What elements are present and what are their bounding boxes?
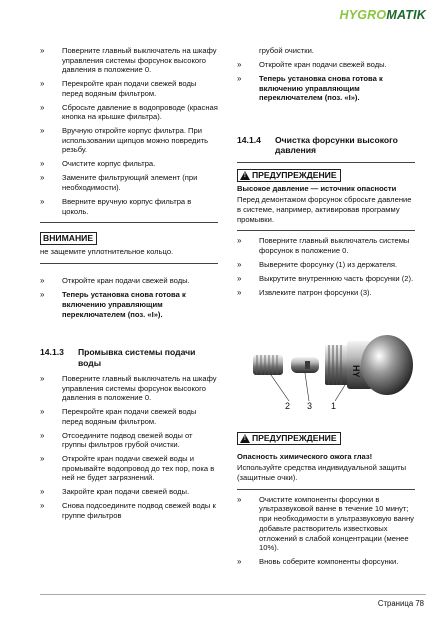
footer-divider (40, 594, 426, 595)
list-item-text: Поверните главный выключатель системы форсунок в положение 0. (259, 236, 410, 256)
right-steps-top (237, 60, 415, 103)
list-item-text: Замените фильтрующий элемент (при необходимости). (62, 173, 198, 193)
logo-part-hygro: HYGRO (339, 8, 387, 22)
bullet-mark: » (40, 79, 45, 89)
list-item (237, 274, 415, 284)
bullet-mark: » (40, 373, 45, 383)
list-item (237, 557, 415, 567)
list-item-text: Откройте кран подачи свежей воды. (259, 59, 387, 69)
left-steps-top (40, 46, 218, 216)
bullet-mark: » (237, 494, 242, 504)
list-item-text: Снова подсоедините подвод свежей воды к группе фильтров (62, 501, 216, 521)
warning-title: Высокое давление — источник опасности (237, 183, 397, 193)
list-item-continuation: грубой очистки. (259, 46, 314, 55)
notice-text: не защемите уплотнительное кольцо. (40, 247, 174, 257)
list-item-text: Очистите корпус фильтра. (62, 159, 156, 169)
notice-badge: ВНИМАНИЕ (40, 232, 97, 245)
list-item (40, 159, 218, 169)
warning-badge: ! ПРЕДУПРЕЖДЕНИЕ (237, 432, 341, 445)
list-item-text: Извлеките патрон форсунки (3). (259, 288, 372, 298)
list-item-text: Закройте кран подачи свежей воды. (62, 487, 190, 497)
bullet-mark: » (237, 259, 242, 269)
bullet-mark: » (40, 159, 45, 169)
nozzle-photo (227, 307, 417, 423)
warning-triangle-icon (240, 171, 250, 180)
list-item-text: Выверните форсунку (1) из держателя. (259, 259, 398, 269)
list-item (237, 74, 415, 103)
bullet-mark: » (40, 487, 45, 497)
list-item-text: Откройте кран подачи свежей воды и промывайте водопровод до тех пор, пока в ней не будет загрязнений. (62, 453, 215, 483)
section-title: Очистка форсунки высокого давления (275, 135, 398, 156)
divider (237, 489, 415, 490)
bullet-mark: » (237, 288, 242, 298)
bullet-mark: » (40, 46, 45, 55)
left-column (40, 46, 218, 525)
list-item (40, 276, 218, 286)
list-item-text: Вручную откройте корпус фильтра. При использовании щипцов можно повредить резьбу. (62, 126, 209, 155)
list-item-text: Сбросьте давление в водопроводе (красная кнопка на крышке фильтра). (62, 102, 218, 122)
list-item-text: Выкрутите внутреннюю часть форсунки (2). (259, 274, 414, 284)
list-item (237, 288, 415, 298)
list-item-text: Вновь соберите компоненты форсунки. (259, 556, 399, 566)
brand-logo (340, 7, 427, 23)
right-steps-mid (237, 236, 415, 298)
section-title: Промывка системы подачи воды (78, 347, 196, 368)
divider (40, 222, 218, 223)
nozzle-cartridge-part (291, 357, 319, 373)
list-item (40, 454, 218, 483)
list-item-text: Теперь установка снова готова к включению управляющим переключателем (поз. «I»). (62, 290, 186, 319)
list-item (40, 79, 218, 98)
left-steps-mid (40, 276, 218, 319)
list-item (40, 46, 218, 75)
list-item-text: Поверните главный выключатель на шкафу управления системы форсунок высокого давления в положение 0. (62, 46, 217, 75)
warning-triangle-icon (240, 434, 250, 443)
photo-label-2: 2 (285, 400, 291, 411)
bullet-mark: » (40, 290, 45, 300)
list-item (40, 431, 218, 450)
list-item (40, 374, 218, 403)
list-item-text: Теперь установка снова готова к включению управляющим переключателем (поз. «I»). (259, 73, 383, 103)
bullet-mark: » (40, 407, 45, 417)
list-item-text: Перекройте кран подачи свежей воды перед водяным фильтром. (62, 407, 197, 426)
section-number: 14.1.4 (237, 135, 261, 146)
bullet-mark: » (40, 501, 45, 511)
page-number: Страница 78 (377, 599, 424, 608)
divider (237, 230, 415, 231)
list-item (40, 487, 218, 497)
svg-text:HY: HY (351, 364, 361, 378)
list-item (237, 495, 415, 553)
bullet-mark: » (237, 236, 242, 246)
left-steps-bottom (40, 374, 218, 521)
photo-label-3: 3 (307, 400, 313, 411)
list-item (40, 407, 218, 426)
divider (40, 263, 218, 264)
list-item (40, 197, 218, 216)
bullet-mark: » (40, 430, 45, 440)
list-item-text: Поверните главный выключатель на шкафу управления системы форсунок высокого давления в положение 0. (62, 373, 217, 403)
list-item (40, 173, 218, 192)
list-item-text: Перекройте кран подачи свежей воды перед водяным фильтром. (62, 79, 197, 98)
bullet-mark: » (40, 196, 45, 206)
list-item (40, 126, 218, 155)
photo-label-1: 1 (331, 400, 337, 411)
warning-title: Опасность химического ожога глаз! (237, 451, 373, 461)
list-item (40, 103, 218, 122)
warning-text: Используйте средства индивидуальной защиты (защитные очки). (237, 463, 407, 482)
bullet-mark: » (40, 102, 45, 112)
bullet-mark: » (237, 556, 242, 566)
list-item-text: Откройте кран подачи свежей воды. (62, 275, 190, 285)
divider (237, 162, 415, 163)
list-item-text: Очистите компоненты форсунки в ультразвуковой ванне в течение 10 минут; при необходимости в ультразвуковую ванну добавьте растворитель известковых отложений в слабой концентрации (менее 10%). (259, 494, 414, 553)
list-item (40, 501, 218, 520)
bullet-mark: » (237, 274, 242, 284)
bullet-mark: » (237, 73, 242, 83)
bullet-mark: » (237, 59, 242, 69)
bullet-mark: » (40, 275, 45, 285)
logo-part-matik: MATIK (386, 8, 426, 22)
section-heading-1413 (40, 347, 218, 368)
section-heading-1414 (237, 135, 415, 156)
nozzle-insert-part (253, 355, 283, 375)
list-item-text: Отсоедините подвод свежей воды от группы фильтров грубой очистки. (62, 430, 193, 450)
list-item (40, 290, 218, 319)
section-number: 14.1.3 (40, 347, 64, 358)
list-item (237, 260, 415, 270)
list-item (237, 60, 415, 70)
right-column (237, 46, 415, 571)
list-item (237, 236, 415, 255)
warning-text: Перед демонтажом форсунок сбросьте давление в системе, например, активировав программу промывки. (237, 195, 412, 224)
warning-badge: ! ПРЕДУПРЕЖДЕНИЕ (237, 169, 341, 182)
bullet-mark: » (40, 126, 45, 136)
nozzle-parts-illustration (227, 307, 417, 423)
list-item-text: Вверните вручную корпус фильтра в цоколь. (62, 196, 192, 216)
bullet-mark: » (40, 173, 45, 183)
bullet-mark: » (40, 453, 45, 463)
right-steps-bottom (237, 495, 415, 568)
